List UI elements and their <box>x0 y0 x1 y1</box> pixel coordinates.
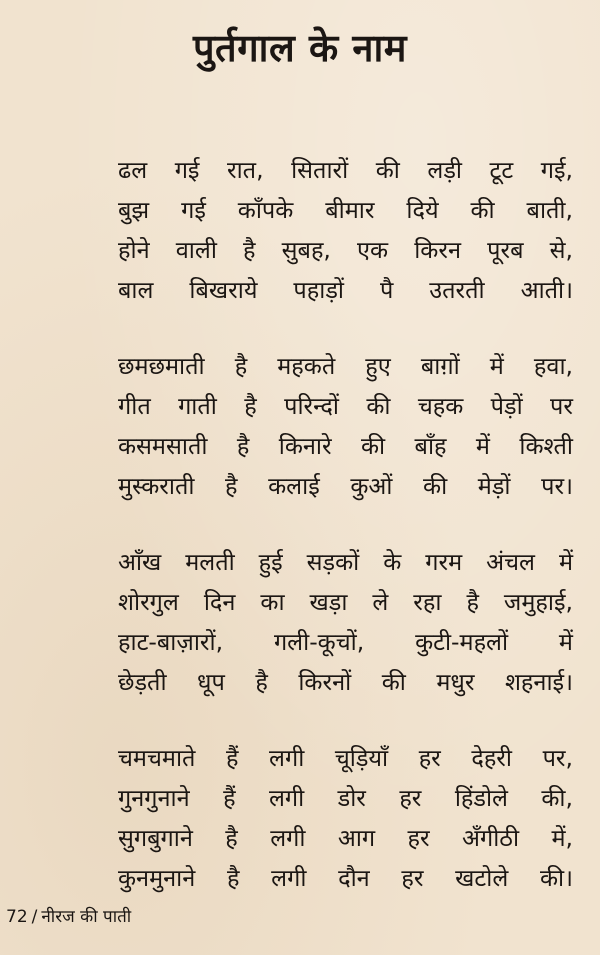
stanza-1 <box>118 150 573 310</box>
poem-line: बाल बिखराये पहाड़ों पै उतरती आती। <box>118 276 573 304</box>
poem-line: गुनगुनाने हैं लगी डोर हर हिंडोले की, <box>118 784 573 812</box>
poem-line: छेड़ती धूप है किरनों की मधुर शहनाई। <box>118 668 573 696</box>
page-number: 72 <box>6 907 28 927</box>
poem-line: बुझ गई काँपके बीमार दिये की बाती, <box>118 196 573 224</box>
poem-line: हाट-बाज़ारों, गली-कूचों, कुटी-महलों में <box>118 628 573 656</box>
poem-line: छमछमाती है महकते हुए बाग़ों में हवा, <box>118 352 573 380</box>
poem-line: शोरगुल दिन का खड़ा ले रहा है जमुहाई, <box>118 588 573 616</box>
footer-separator: / <box>31 907 38 927</box>
stanza-2 <box>118 346 573 506</box>
poem-line: कसमसाती है किनारे की बाँह में किश्ती <box>118 432 573 460</box>
poem-line: गीत गाती है परिन्दों की चहक पेड़ों पर <box>118 392 573 420</box>
stanza-4 <box>118 738 573 898</box>
poem-line: आँख मलती हुई सड़कों के गरम अंचल में <box>118 548 573 576</box>
page-footer <box>6 905 131 929</box>
poem-line: कुनमुनाने है लगी दौन हर खटोले की। <box>118 864 573 892</box>
poem-line: चमचमाते हैं लगी चूड़ियाँ हर देहरी पर, <box>118 744 573 772</box>
poem-line: मुस्कराती है कलाई कुओं की मेड़ों पर। <box>118 472 573 500</box>
poem-line: ढल गई रात, सितारों की लड़ी टूट गई, <box>118 156 573 184</box>
poem-line: होने वाली है सुबह, एक किरन पूरब से, <box>118 236 573 264</box>
stanza-3 <box>118 542 573 702</box>
book-title: नीरज की पाती <box>41 907 132 927</box>
poem-line: सुगबुगाने है लगी आग हर अँगीठी में, <box>118 824 573 852</box>
poem-title: पुर्तगाल के नाम <box>192 26 408 70</box>
poem-body <box>118 150 573 934</box>
